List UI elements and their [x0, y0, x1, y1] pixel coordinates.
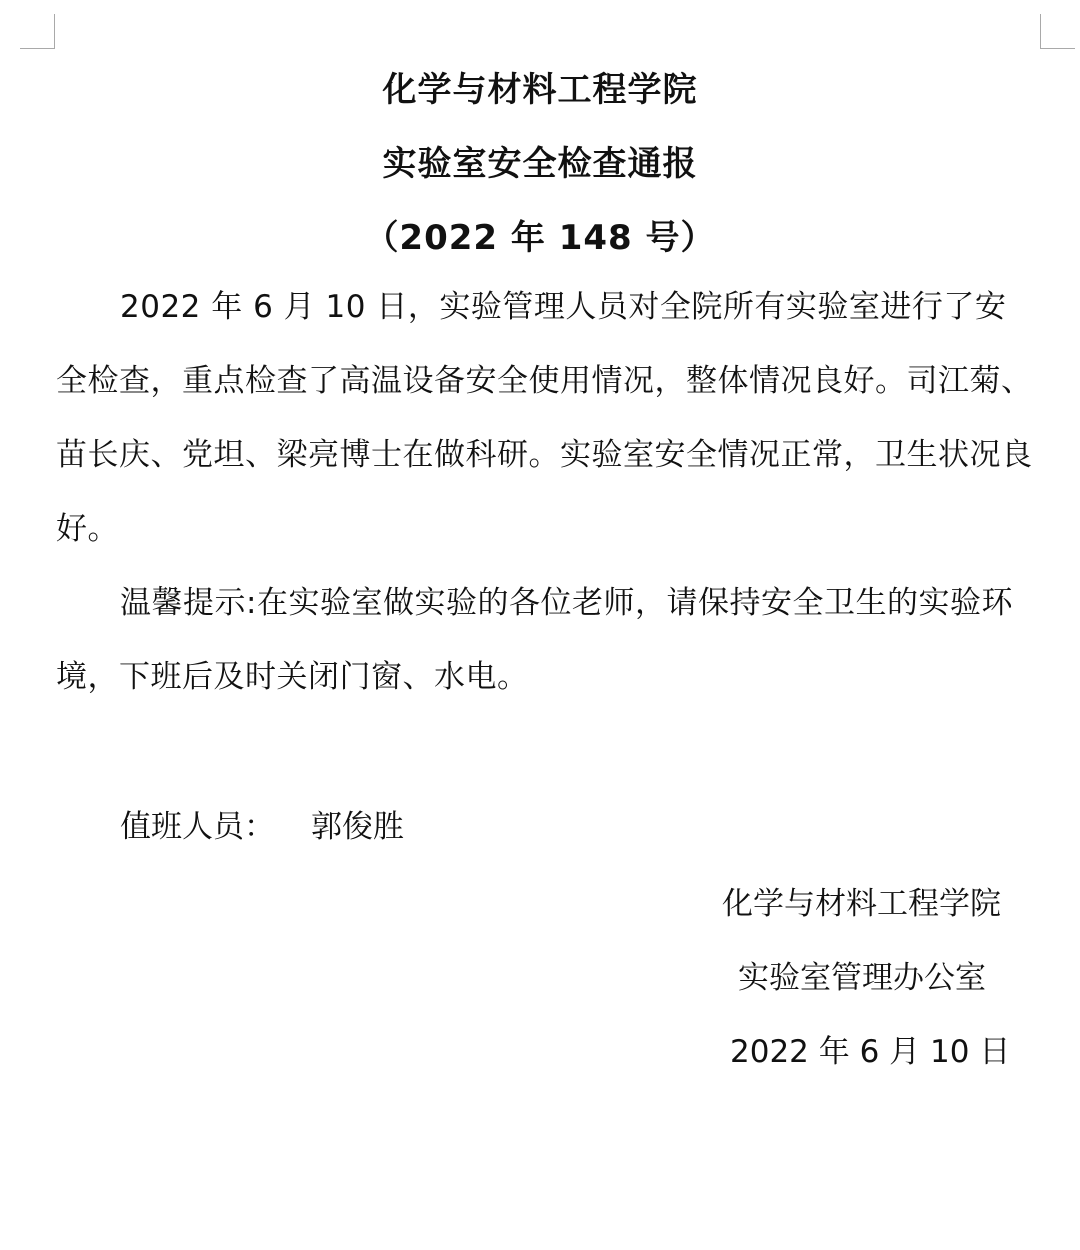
duty-staff-line: [120, 790, 404, 864]
body-paragraph-reminder: 温馨提示:在实验室做实验的各位老师，请保持安全卫生的实验环境，下班后及时关闭门窗、水电。: [56, 585, 1013, 695]
document-title-institution: 化学与材料工程学院: [382, 70, 698, 110]
signature-date: 2022 年 6 月 10 日: [730, 1034, 1011, 1070]
document-number: （2022 年 148 号）: [364, 218, 716, 258]
signature-institution: 化学与材料工程学院: [722, 886, 1001, 922]
page-corner-mark-top-right: [1040, 14, 1075, 49]
page-corner-mark-top-left: [20, 14, 55, 49]
duty-staff-name: 郭俊胜: [311, 809, 404, 845]
document-title: 实验室安全检查通报: [382, 144, 698, 184]
body-paragraph-inspection: 2022 年 6 月 10 日，实验管理人员对全院所有实验室进行了安全检查，重点检查了高温设备安全使用情况，整体情况良好。司江菊、苗长庆、党坦、梁亮博士在做科研。实验室安全情况正常，卫生状况良好。: [56, 289, 1033, 547]
duty-staff-label: 值班人员：: [120, 809, 275, 845]
signature-office: 实验室管理办公室: [738, 960, 986, 996]
